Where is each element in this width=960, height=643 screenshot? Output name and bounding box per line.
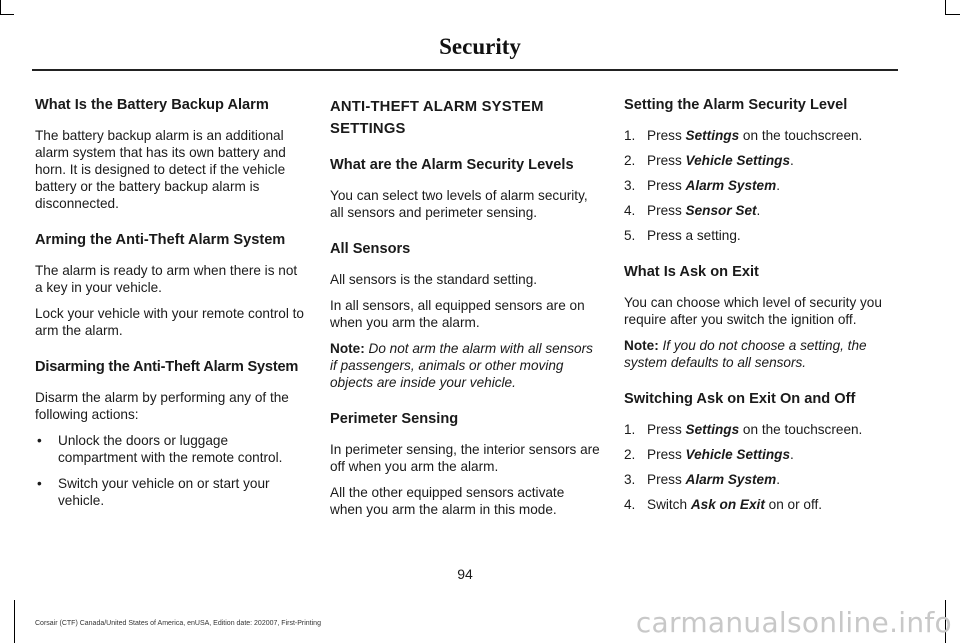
step-command: Settings bbox=[685, 128, 740, 143]
list-item bbox=[624, 227, 894, 244]
step-command: Settings bbox=[685, 422, 740, 437]
paragraph-perimeter-1: In perimeter sensing, the interior sensors are off when you arm the alarm. bbox=[330, 442, 600, 474]
note-all-sensors bbox=[330, 340, 600, 391]
note-ask-on-exit bbox=[624, 337, 894, 371]
step-command: Sensor Set bbox=[685, 203, 757, 218]
step-number: 1. bbox=[624, 128, 636, 143]
setting-steps-list bbox=[624, 127, 894, 244]
heading-battery-backup: What Is the Battery Backup Alarm bbox=[35, 97, 269, 113]
note-text: If you do not choose a setting, the system defaults to all sensors. bbox=[624, 338, 867, 370]
heading-all-sensors: All Sensors bbox=[330, 241, 411, 257]
step-text: . bbox=[776, 178, 780, 193]
step-command: Alarm System bbox=[685, 472, 777, 487]
step-command: Vehicle Settings bbox=[685, 447, 791, 462]
paragraph-arming-1: The alarm is ready to arm when there is not a key in your vehicle. bbox=[35, 263, 298, 295]
paragraph-ask-on-exit: You can choose which level of security you require after you switch the ignition off. bbox=[624, 295, 882, 327]
step-command: Vehicle Settings bbox=[685, 153, 791, 168]
step-text: Press a setting. bbox=[647, 228, 741, 243]
column-1 bbox=[35, 96, 305, 518]
heading-setting-level: Setting the Alarm Security Level bbox=[624, 97, 848, 113]
list-item: • Switch your vehicle on or start your vehicle. bbox=[35, 475, 305, 509]
switch-steps-list bbox=[624, 421, 894, 513]
step-command: Alarm System bbox=[685, 178, 777, 193]
step-text: Press bbox=[647, 472, 686, 487]
crop-mark-top-left bbox=[0, 0, 1, 14]
paragraph-security-levels: You can select two levels of alarm security, all sensors and perimeter sensing. bbox=[330, 188, 588, 220]
step-text: . bbox=[790, 447, 794, 462]
column-3 bbox=[624, 96, 894, 532]
step-number: 3. bbox=[624, 178, 636, 193]
step-number: 2. bbox=[624, 447, 636, 462]
section-title: ANTI-THEFT ALARM SYSTEM SETTINGS bbox=[330, 99, 544, 137]
note-text: Do not arm the alarm with all sensors if passengers, animals or other moving objects are inside your vehicle. bbox=[330, 341, 593, 390]
step-command: Ask on Exit bbox=[690, 497, 765, 512]
step-text: Press bbox=[647, 447, 686, 462]
paragraph-battery-backup: The battery backup alarm is an additional alarm system that has its own battery and horn. It is designed to detect if the vehicle battery or the battery backup alarm is disconnected. bbox=[35, 128, 286, 211]
heading-switching-ask-on-exit: Switching Ask on Exit On and Off bbox=[624, 391, 856, 407]
list-item bbox=[624, 471, 894, 488]
crop-mark-top-right-h bbox=[945, 14, 960, 15]
step-number: 2. bbox=[624, 153, 636, 168]
step-text: on the touchscreen. bbox=[739, 422, 863, 437]
crop-mark-top-left-h bbox=[0, 14, 14, 15]
step-text: on or off. bbox=[764, 497, 823, 512]
step-number: 1. bbox=[624, 422, 636, 437]
list-item bbox=[624, 496, 894, 513]
step-number: 3. bbox=[624, 472, 636, 487]
paragraph-disarming: Disarm the alarm by performing any of the following actions: bbox=[35, 390, 289, 422]
step-number: 4. bbox=[624, 497, 636, 512]
step-text: on the touchscreen. bbox=[739, 128, 863, 143]
paragraph-arming-2: Lock your vehicle with your remote control to arm the alarm. bbox=[35, 306, 304, 338]
list-item bbox=[624, 177, 894, 194]
step-text: . bbox=[790, 153, 794, 168]
paragraph-all-sensors-1: All sensors is the standard setting. bbox=[330, 272, 538, 287]
footer-edition-info: Corsair (CTF) Canada/United States of America, enUSA, Edition date: 202007, First-Printing bbox=[35, 620, 321, 627]
heading-security-levels: What are the Alarm Security Levels bbox=[330, 157, 574, 173]
step-text: . bbox=[776, 472, 780, 487]
crop-mark-bottom-left bbox=[14, 600, 15, 643]
page-title: Security bbox=[439, 34, 521, 59]
step-number: 5. bbox=[624, 228, 636, 243]
header-rule bbox=[32, 69, 898, 71]
heading-disarming: Disarming the Anti-Theft Alarm System bbox=[35, 359, 299, 375]
disarm-actions-list bbox=[35, 432, 305, 509]
column-2 bbox=[330, 96, 600, 527]
step-number: 4. bbox=[624, 203, 636, 218]
list-item bbox=[624, 202, 894, 219]
paragraph-all-sensors-2: In all sensors, all equipped sensors are on when you arm the alarm. bbox=[330, 298, 585, 330]
step-text: Press bbox=[647, 178, 686, 193]
list-item: • Unlock the doors or luggage compartment with the remote control. bbox=[35, 432, 305, 466]
step-text: Press bbox=[647, 422, 686, 437]
list-item bbox=[624, 127, 894, 144]
step-text: Press bbox=[647, 128, 686, 143]
list-item bbox=[624, 421, 894, 438]
heading-arming: Arming the Anti-Theft Alarm System bbox=[35, 232, 286, 248]
step-text: Press bbox=[647, 203, 686, 218]
heading-perimeter-sensing: Perimeter Sensing bbox=[330, 411, 459, 427]
note-label: Note: bbox=[330, 341, 365, 356]
heading-ask-on-exit: What Is Ask on Exit bbox=[624, 264, 759, 280]
step-text: Switch bbox=[647, 497, 691, 512]
crop-mark-top-right bbox=[945, 0, 946, 14]
paragraph-perimeter-2: All the other equipped sensors activate when you arm the alarm in this mode. bbox=[330, 485, 565, 517]
step-text: Press bbox=[647, 153, 686, 168]
page-number: 94 bbox=[457, 566, 473, 582]
watermark: carmanualsonline.info bbox=[635, 606, 952, 639]
step-text: . bbox=[756, 203, 761, 218]
list-item bbox=[624, 446, 894, 463]
note-label: Note: bbox=[624, 338, 659, 353]
list-item bbox=[624, 152, 894, 169]
